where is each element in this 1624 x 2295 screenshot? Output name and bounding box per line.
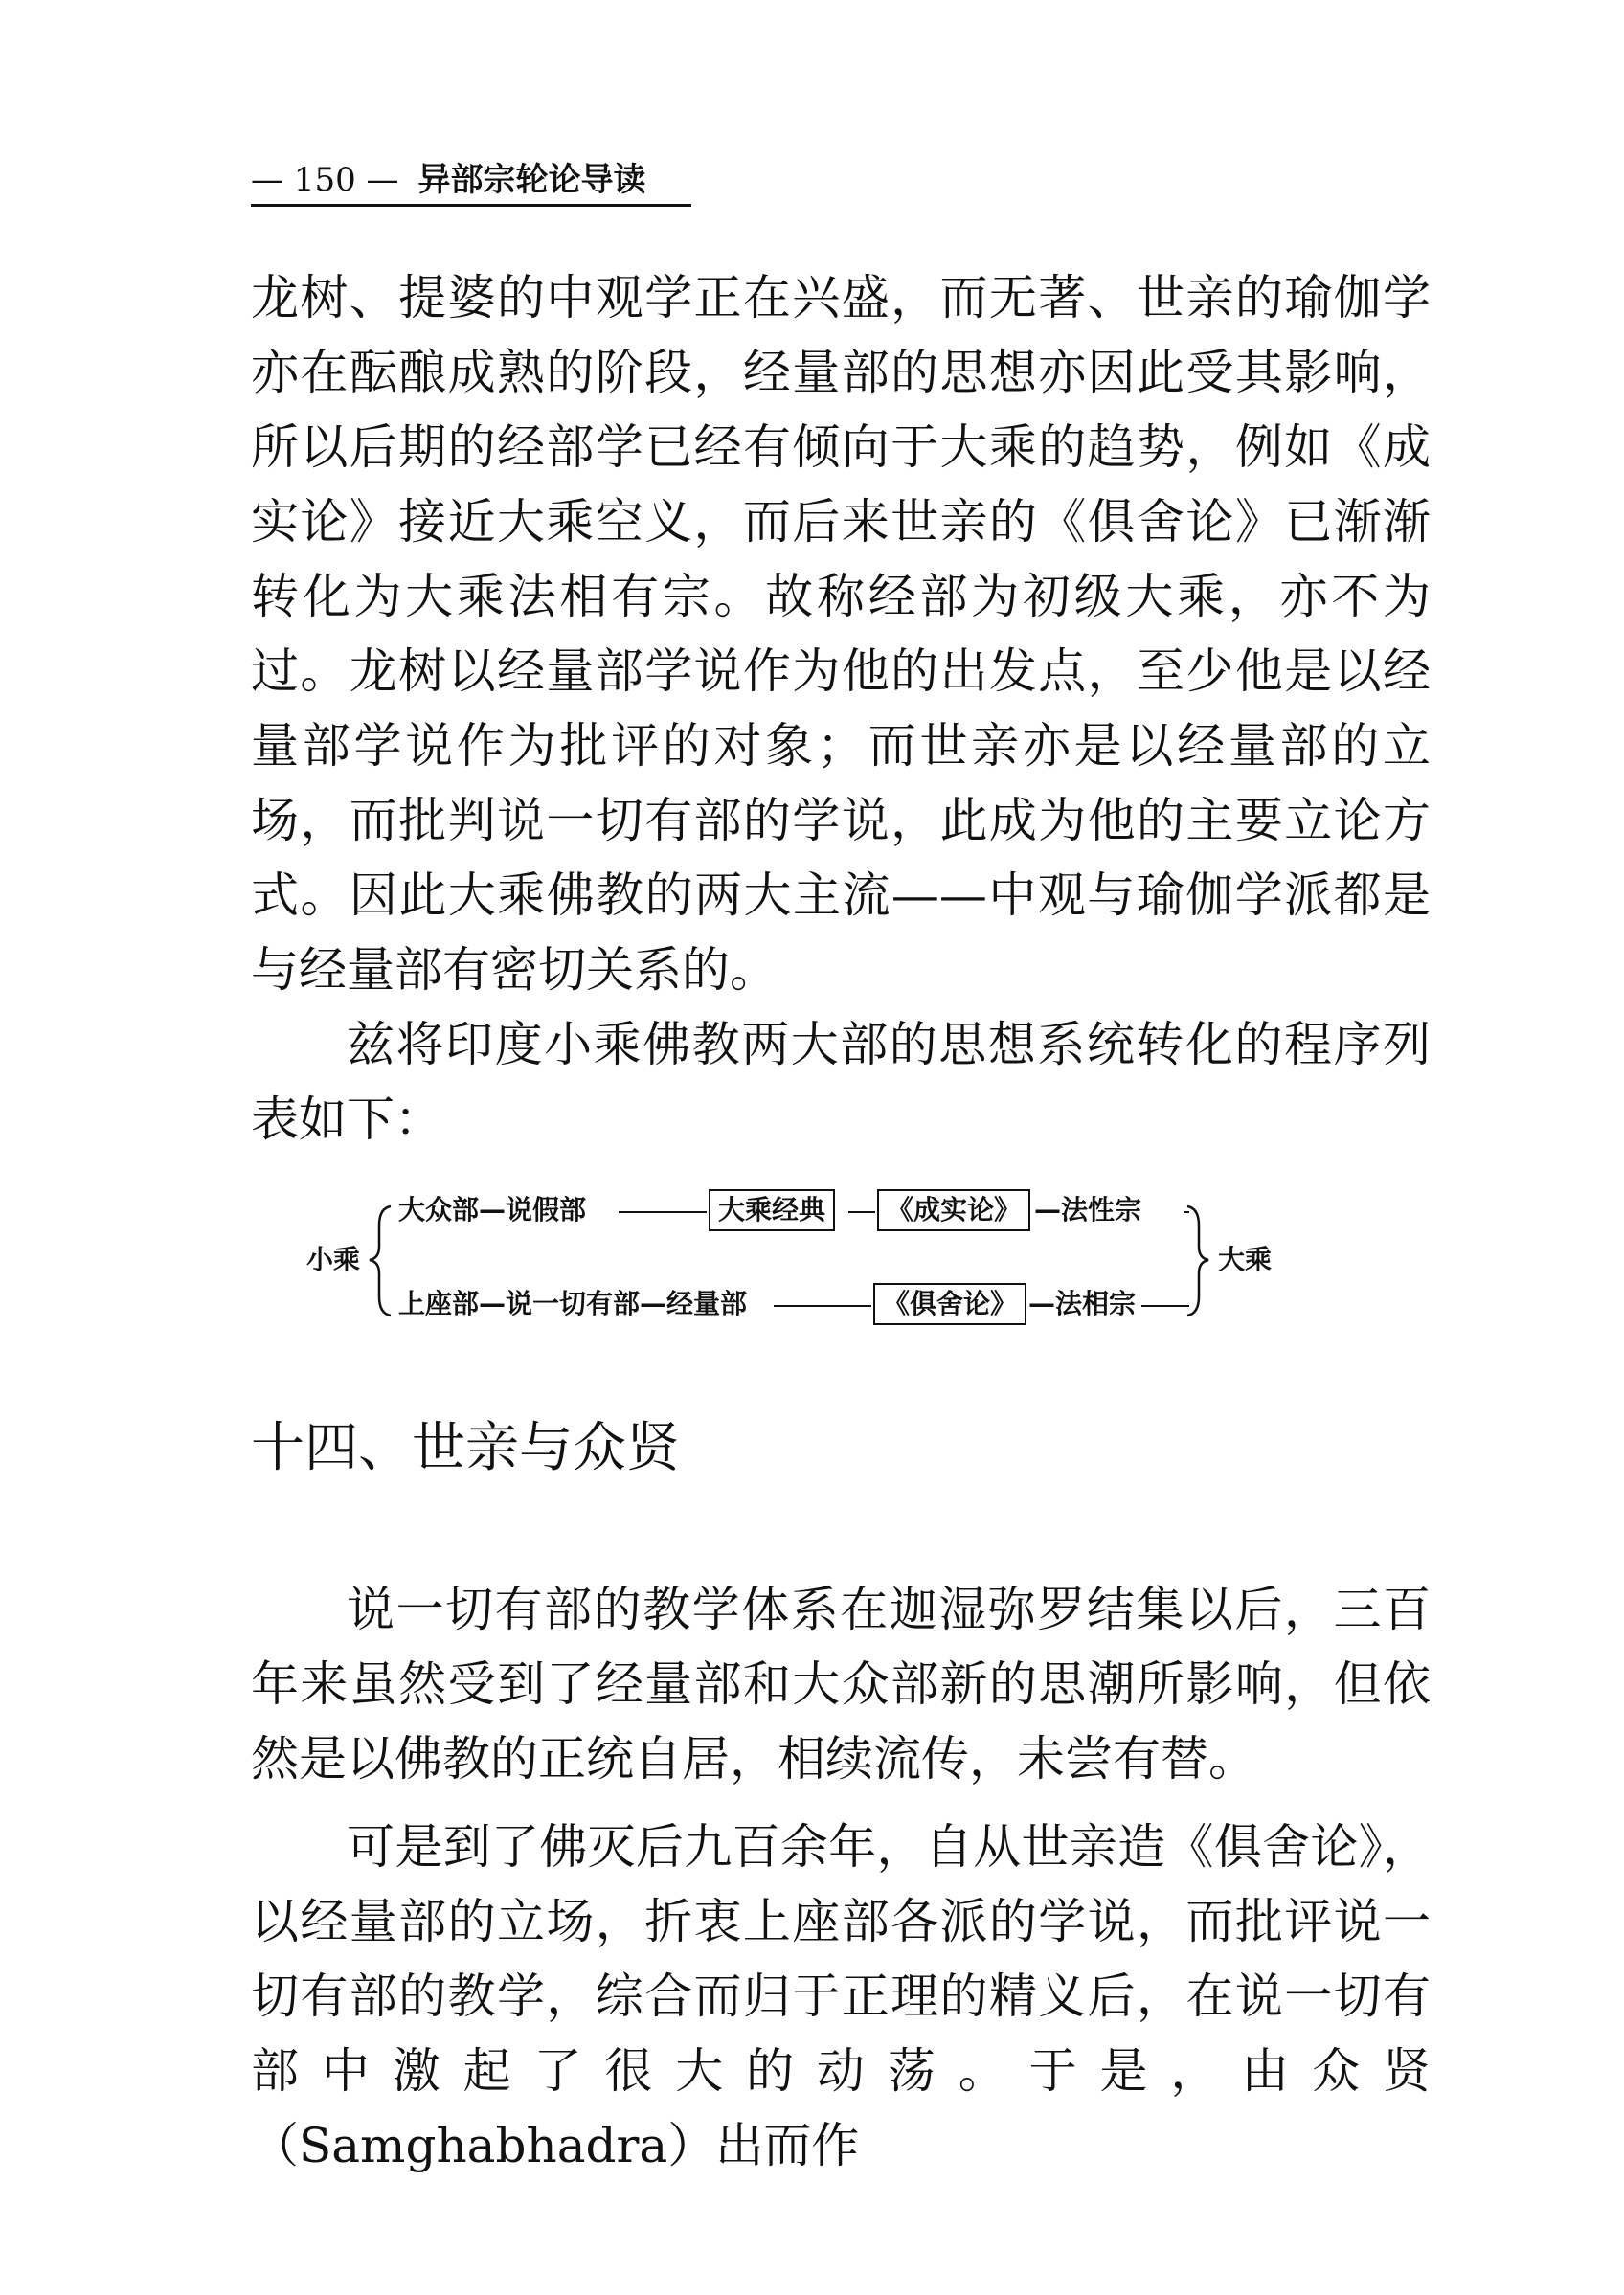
top-row-connector-1 (619, 1211, 707, 1213)
header-text (251, 161, 646, 199)
bottom-row-connector-2 (1141, 1305, 1189, 1307)
top-row-segment-1: 大众部—说假部 (398, 1194, 587, 1226)
transformation-diagram (287, 1180, 1283, 1342)
page-header (251, 161, 691, 207)
left-brace (370, 1206, 391, 1316)
top-row-connector-3 (1184, 1211, 1189, 1213)
running-title: 异部宗轮论导读 (417, 161, 646, 199)
box-jushe-lun: 《俱舍论》 (873, 1283, 1026, 1325)
xiaosheng-label: 小乘 (306, 1244, 361, 1275)
top-row-connector-2 (848, 1211, 875, 1213)
paragraph-2: 兹将印度小乘佛教两大部的思想系统转化的程序列表如下： (251, 1017, 1431, 1147)
page-number: — 150 — (251, 161, 399, 199)
top-row-segment-2: —法性宗 (1034, 1194, 1142, 1226)
paragraph-4: 可是到了佛灭后九百余年，自从世亲造《俱舍论》，以经量部的立场，折衷上座部各派的学说，而批评说一切有部的教学，综合而归于正理的精义后，在说一切有部中激起了很大的动荡。于是，由众贤（Samghabhadra）出而作 (251, 1819, 1431, 2173)
paragraph-1: 龙树、提婆的中观学正在兴盛，而无著、世亲的瑜伽学亦在酝酿成熟的阶段，经量部的思想亦因此受其影响，所以后期的经部学已经有倾向于大乘的趋势，例如《成实论》接近大乘空义，而后来世亲的《俱舍论》已渐渐转化为大乘法相有宗。故称经部为初级大乘，亦不为过。龙树以经量部学说作为他的出发点，至少他是以经量部学说作为批评的对象；而世亲亦是以经量部的立场，而批判说一切有部的学说，此成为他的主要立论方式。因此大乘佛教的两大主流——中观与瑜伽学派都是与经量部有密切关系的。 (251, 270, 1431, 998)
box-chengshi-lun: 《成实论》 (877, 1189, 1030, 1231)
right-brace (1187, 1206, 1208, 1316)
section-title: 十四、世亲与众贤 (251, 1417, 680, 1479)
dasheng-label: 大乘 (1218, 1244, 1273, 1275)
box-dasheng-jingdian: 大乘经典 (709, 1189, 835, 1231)
header-rule (251, 204, 691, 207)
paragraph-3: 说一切有部的教学体系在迦湿弥罗结集以后，三百年来虽然受到了经量部和大众部新的思潮所影响，但依然是以佛教的正统自居，相续流传，未尝有替。 (251, 1582, 1431, 1787)
bottom-row-segment-2: —法相宗 (1028, 1288, 1137, 1319)
bottom-row-connector-1 (774, 1305, 871, 1307)
bottom-row-segment-1: 上座部—说一切有部—经量部 (398, 1288, 748, 1319)
